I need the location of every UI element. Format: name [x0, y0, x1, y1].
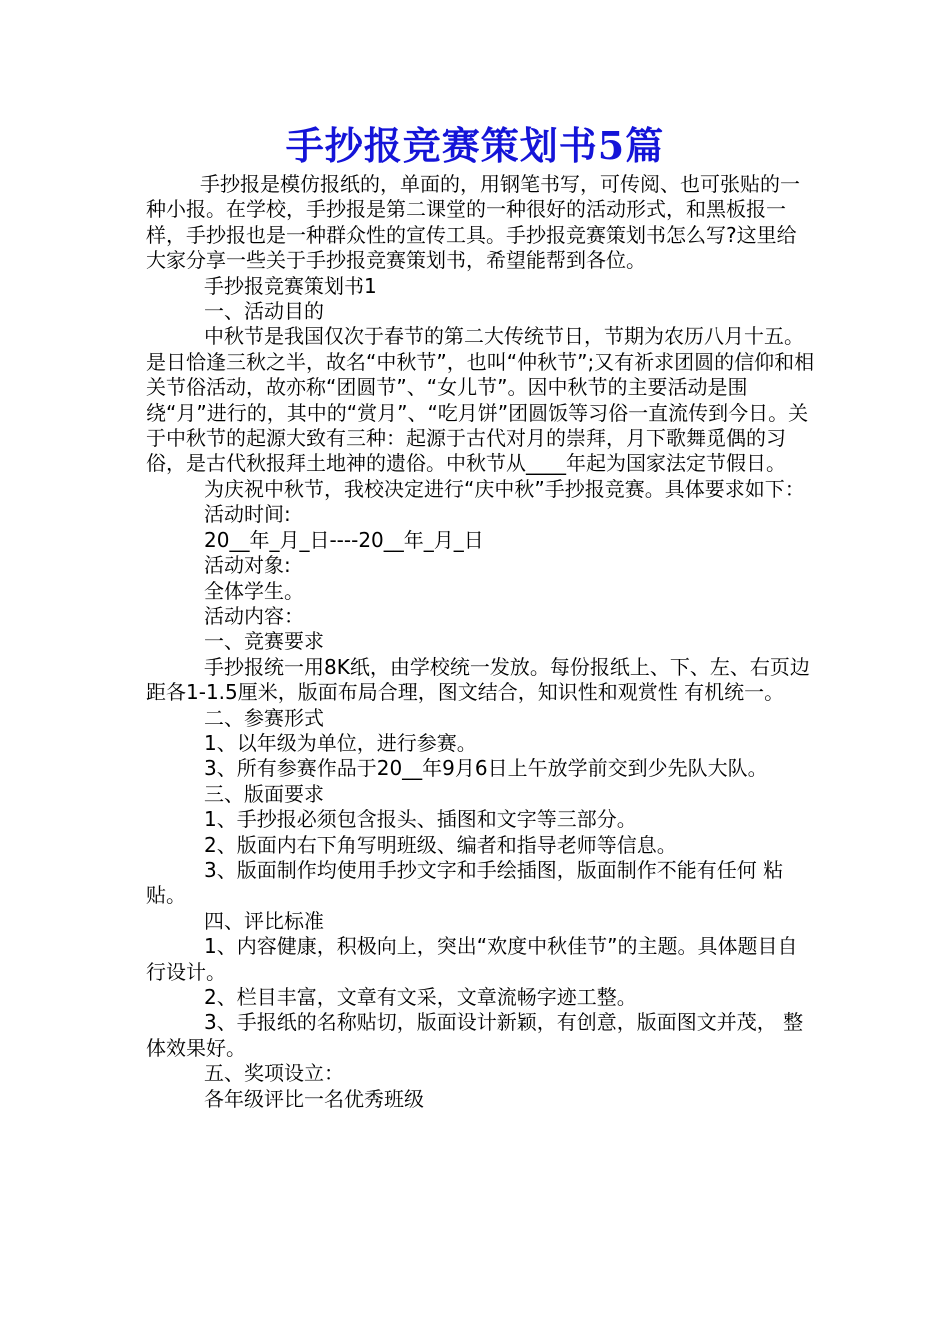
list-item: 3、版面制作均使用手抄文字和手绘插图，版面制作不能有任何 粘贴。	[146, 857, 784, 908]
list-item: 1、内容健康，积极向上，突出“欢度中秋佳节”的主题。具体题目自行设计。	[146, 934, 798, 984]
body-line: 20__年_月_日----20__年_月_日	[204, 527, 484, 552]
body-line: 活动时间:	[204, 502, 291, 527]
list-item: 1、以年级为单位，进行参赛。	[204, 730, 477, 755]
section-heading: 四、评比标准	[204, 908, 324, 933]
section-heading: 二、参赛形式	[204, 705, 324, 730]
body-paragraph: 为庆祝中秋节，我校决定进行“庆中秋”手抄报竞赛。具体要求如下：	[204, 476, 805, 501]
intro-paragraph: 手抄报是模仿报纸的，单面的，用钢笔书写，可传阅、也可张贴的一种小报。在学校，手抄报是第二课堂的一种很好的活动形式，和黑板报一样，手抄报也是一种群众性的宣传工具。手抄报竞赛策划书怎么写?这里给大家分享一些关于手抄报竞赛策划书，希望能帮到各位。	[146, 172, 800, 273]
list-item: 2、版面内右下角写明班级、编者和指导老师等信息。	[204, 832, 677, 857]
section-heading: 一、活动目的	[204, 299, 324, 324]
list-item: 3、手报纸的名称贴切，版面设计新颖，有创意，版面图文并茂， 整体效果好。	[146, 1010, 804, 1060]
section-heading: 手抄报竞赛策划书1	[204, 273, 377, 298]
document-body	[146, 172, 816, 1112]
body-paragraph: 中秋节是我国仅次于春节的第二大传统节日，节期为农历八月十五。是日恰逢三秋之半，故名“中秋节”，也叫“仲秋节”;又有祈求团圆的信仰和相关节俗活动，故亦称“团圆节”、“女儿节”。因中秋节的主要活动是围绕“月”进行的，其中的“赏月”、“吃月饼”团圆饭等习俗一直流传到今日。关于中秋节的起源大致有三种：起源于古代对月的崇拜，月下歌舞觅偶的习俗，是古代秋报拜土地神的遗俗。中秋节从____年起为国家法定节假日。	[146, 324, 815, 476]
body-line: 活动对象:	[204, 553, 291, 578]
list-item: 3、所有参赛作品于20__年9月6日上午放学前交到少先队大队。	[204, 756, 768, 781]
document-title: 手抄报竞赛策划书5篇	[285, 123, 665, 168]
body-paragraph: 手抄报统一用8K纸，由学校统一发放。每份报纸上、下、左、右页边距各1-1.5厘米，版面布局合理，图文结合，知识性和观赏性 有机统一。	[146, 654, 810, 705]
body-line: 各年级评比一名优秀班级	[204, 1086, 424, 1111]
section-heading: 五、奖项设立：	[204, 1061, 344, 1086]
body-line: 活动内容：	[204, 603, 304, 628]
list-item: 1、手抄报必须包含报头、插图和文字等三部分。	[204, 807, 637, 832]
section-heading: 一、竞赛要求	[204, 629, 324, 654]
section-heading: 三、版面要求	[204, 781, 324, 806]
list-item: 2、栏目丰富，文章有文采，文章流畅字迹工整。	[204, 985, 637, 1009]
body-line: 全体学生。	[204, 578, 304, 603]
